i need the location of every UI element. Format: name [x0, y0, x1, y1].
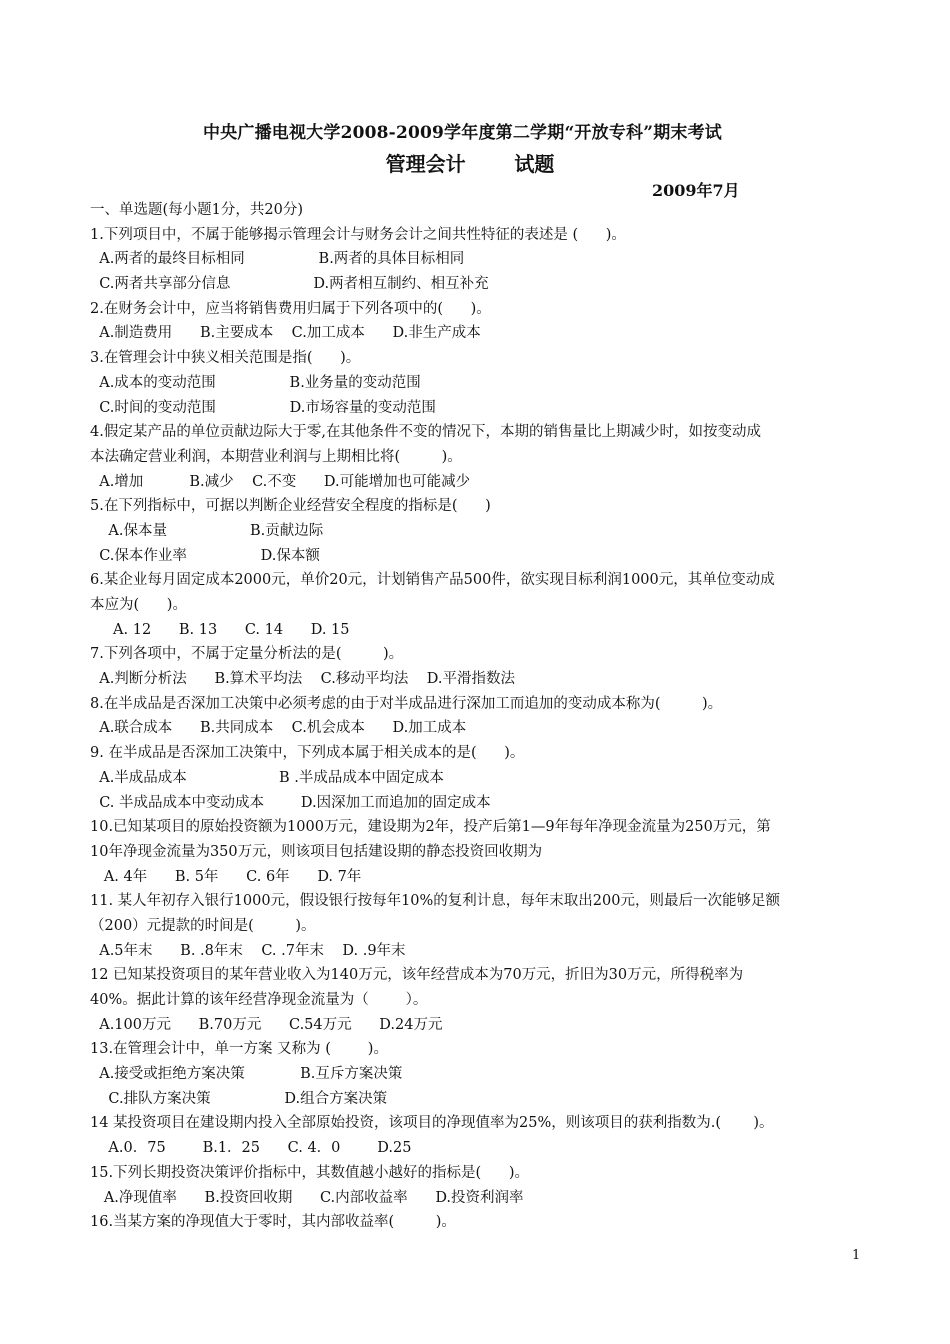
question-9-options-cd: C. 半成品成本中变动成本 D.因深加工而追加的固定成本	[90, 794, 491, 811]
section-heading: 一、单选题(每小题1分，共20分)	[90, 202, 303, 218]
question-1-options-cd: C.两者共享部分信息 D.两者相互制约、相互补充	[90, 276, 489, 293]
question-10-options: A. 4年 B. 5年 C. 6年 D. 7年	[90, 868, 362, 885]
question-4-line-2: 本法确定营业利润，本期营业利润与上期相比将( )。	[90, 448, 462, 465]
question-12-line-1: 12 已知某投资项目的某年营业收入为140万元，该年经营成本为70万元，折旧为30万元，所得税率为	[90, 967, 744, 984]
question-12-line-2: 40%。据此计算的该年经营净现金流量为（ ）。	[90, 992, 428, 1008]
question-5-options-ab: A.保本量 B.贡献边际	[90, 522, 324, 539]
question-16: 16.当某方案的净现值大于零时，其内部收益率( )。	[90, 1214, 456, 1231]
question-6-line-2: 本应为( )。	[90, 597, 187, 613]
page-number: 1	[852, 1248, 861, 1263]
question-8: 8.在半成品是否深加工决策中必须考虑的由于对半成品进行深加工而追加的变动成本称为( )。	[90, 695, 723, 712]
question-6-line-1: 6.某企业每月固定成本2000元，单价20元，计划销售产品500件，欲实现目标利润1000元，其单位变动成	[90, 572, 775, 589]
question-15-options: A.净现值率 B.投资回收期 C.内部收益率 D.投资利润率	[90, 1189, 524, 1206]
question-9-options-ab: A.半成品成本 B .半成品成本中固定成本	[90, 769, 444, 786]
question-14: 14 某投资项目在建设期内投入全部原始投资，该项目的净现值率为25%，则该项目的获利指数为.( )。	[90, 1115, 774, 1132]
question-10-line-2: 10年净现金流量为350万元，则该项目包括建设期的静态投资回收期为	[90, 843, 543, 860]
question-12-options: A.100万元 B.70万元 C.54万元 D.24万元	[90, 1016, 443, 1033]
question-11-line-1: 11. 某人年初存入银行1000元，假设银行按每年10%的复利计息，每年末取出200元，则最后一次能够足额	[90, 893, 780, 910]
question-14-options: A.0．75 B.1．25 C. 4．0 D.25	[90, 1140, 412, 1157]
question-1-options-ab: A.两者的最终目标相同 B.两者的具体目标相同	[90, 251, 465, 268]
question-3-options-ab: A.成本的变动范围 B.业务量的变动范围	[90, 374, 421, 391]
question-7-options: A.判断分析法 B.算术平均法 C.移动平均法 D.平滑指数法	[90, 671, 515, 688]
question-4-options: A.增加 B.减少 C.不变 D.可能增加也可能减少	[90, 473, 471, 490]
question-10-line-1: 10.已知某项目的原始投资额为1000万元，建设期为2年，投产后第1—9年每年净现金流量为250万元，第	[90, 819, 771, 836]
question-4-line-1: 4.假定某产品的单位贡献边际大于零,在其他条件不变的情况下，本期的销售量比上期减少时，如按变动成	[90, 424, 761, 441]
question-3: 3.在管理会计中狭义相关范围是指( )。	[90, 350, 361, 367]
question-5: 5.在下列指标中，可据以判断企业经营安全程度的指标是( )	[90, 498, 491, 515]
question-11-line-2: （200）元提款的时间是( )。	[90, 917, 316, 934]
question-9: 9. 在半成品是否深加工决策中，下列成本属于相关成本的是( )。	[90, 745, 525, 762]
question-3-options-cd: C.时间的变动范围 D.市场容量的变动范围	[90, 399, 436, 416]
question-13-options-ab: A.接受或拒绝方案决策 B.互斥方案决策	[90, 1066, 403, 1083]
question-2: 2.在财务会计中，应当将销售费用归属于下列各项中的( )。	[90, 300, 491, 317]
question-13: 13.在管理会计中，单一方案 又称为 ( )。	[90, 1041, 388, 1058]
question-13-options-cd: C.排队方案决策 D.组合方案决策	[90, 1090, 388, 1107]
exam-subtitle: 管理会计 试题	[385, 152, 555, 176]
question-7: 7.下列各项中，不属于定量分析法的是( )。	[90, 646, 404, 663]
question-11-options: A.5年末 B. .8年末 C. .7年末 D. .9年末	[90, 942, 406, 959]
question-1: 1.下列项目中，不属于能够揭示管理会计与财务会计之间共性特征的表述是 ( )。	[90, 226, 626, 243]
exam-date: 2009年7月	[652, 181, 740, 200]
exam-title: 中央广播电视大学2008-2009学年度第二学期“开放专科”期末考试	[202, 123, 723, 143]
question-list	[90, 198, 862, 1235]
question-8-options: A.联合成本 B.共同成本 C.机会成本 D.加工成本	[90, 720, 467, 737]
question-2-options: A.制造费用 B.主要成本 C.加工成本 D.非生产成本	[90, 325, 481, 342]
question-5-options-cd: C.保本作业率 D.保本额	[90, 547, 320, 564]
question-15: 15.下列长期投资决策评价指标中，其数值越小越好的指标是( )。	[90, 1164, 530, 1181]
question-6-options: A. 12 B. 13 C. 14 D. 15	[90, 621, 350, 638]
